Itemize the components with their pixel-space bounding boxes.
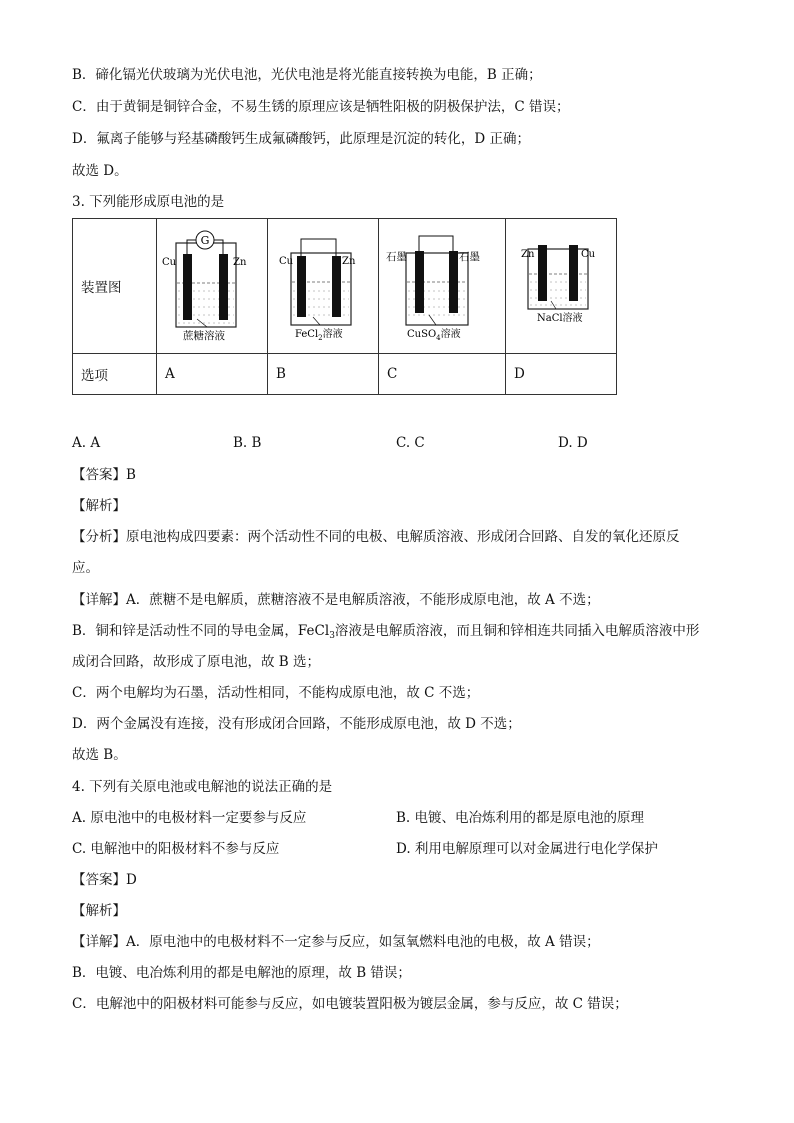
option-cell: B [268, 354, 379, 395]
diagram-d [506, 219, 617, 354]
svg-text:Zn: Zn [521, 249, 535, 260]
galvanometer-label: G [200, 234, 210, 247]
option-cell: D [506, 354, 617, 395]
row-label-option: 选项 [73, 354, 157, 395]
svg-text:Zn: Zn [233, 257, 247, 268]
svg-text:NaCl溶液: NaCl溶液 [537, 313, 583, 324]
option-cell: A [157, 354, 268, 395]
answer-label: 【答案】D [72, 872, 137, 888]
diagram-a [157, 219, 268, 354]
analysis-text: 应。 [72, 560, 99, 576]
question-3-stem: 3. 下列能形成原电池的是 [72, 194, 225, 210]
explanation-line: C．由于黄铜是铜锌合金，不易生锈的原理应该是牺牲阳极的阴极保护法，C 错误； [72, 99, 570, 115]
choice-b: B. B [233, 435, 262, 451]
detail-text: 成闭合回路，故形成了原电池，故 B 选； [72, 654, 321, 670]
detail-text: B．电镀、电冶炼利用的都是电解池的原理，故 B 错误； [72, 965, 411, 981]
q4-choice-c: C. 电解池中的阳极材料不参与反应 [72, 841, 280, 857]
explanation-line: B．碲化镉光伏玻璃为光伏电池，光伏电池是将光能直接转换为电能，B 正确； [72, 67, 542, 83]
svg-text:Cu: Cu [162, 257, 177, 268]
svg-text:石墨: 石墨 [386, 251, 407, 263]
svg-text:蔗糖溶液: 蔗糖溶液 [183, 330, 225, 342]
detail-text: C．两个电解均为石墨，活动性相同，不能构成原电池，故 C 不选； [72, 685, 480, 701]
choice-c: C. C [396, 435, 425, 451]
svg-text:石墨: 石墨 [459, 251, 480, 263]
analysis-header: 【解析】 [72, 903, 126, 919]
detail-text: 【详解】A．原电池中的电极材料不一定参与反应，如氢氧燃料电池的电极，故 A 错误； [72, 934, 600, 950]
device-table [72, 218, 617, 395]
svg-text:CuSO4溶液: CuSO$_4$溶液 [407, 329, 461, 342]
choice-a: A. A [72, 435, 101, 451]
answer-label: 【答案】B [72, 467, 136, 483]
detail-text: C．电解池中的阳极材料可能参与反应，如电镀装置阳极为镀层金属，参与反应，故 C 错误； [72, 996, 628, 1012]
q4-choice-d: D. 利用电解原理可以对金属进行电化学保护 [396, 841, 658, 857]
question-4-stem: 4. 下列有关原电池或电解池的说法正确的是 [72, 779, 333, 795]
q4-choice-a: A. 原电池中的电极材料一定要参与反应 [72, 810, 307, 826]
diagram-c [379, 219, 506, 354]
analysis-header: 【解析】 [72, 498, 126, 514]
svg-text:FeCl2溶液: FeCl$_2$溶液 [295, 329, 343, 342]
svg-text:Zn: Zn [342, 256, 356, 267]
explanation-line: D．氟离子能够与羟基磷酸钙生成氟磷酸钙，此原理是沉淀的转化，D 正确； [72, 131, 530, 147]
conclusion-line: 故选 B。 [72, 747, 127, 763]
choice-d: D. D [558, 435, 588, 451]
svg-text:Cu: Cu [581, 249, 596, 260]
option-cell: C [379, 354, 506, 395]
detail-text: B．铜和锌是活动性不同的导电金属，FeCl$_3$溶液是电解质溶液，而且铜和锌相连共同插入电解质溶液中形 [72, 623, 700, 641]
diagram-b [268, 219, 379, 354]
detail-text: D．两个金属没有连接，没有形成闭合回路，不能形成原电池，故 D 不选； [72, 716, 521, 732]
conclusion-line: 故选 D。 [72, 163, 128, 179]
row-label-diagram: 装置图 [73, 219, 157, 354]
analysis-text: 【分析】原电池构成四要素：两个活动性不同的电极、电解质溶液、形成闭合回路、自发的氧化还原反 [72, 529, 680, 545]
svg-text:Cu: Cu [279, 256, 294, 267]
detail-text: 【详解】A．蔗糖不是电解质，蔗糖溶液不是电解质溶液，不能形成原电池，故 A 不选； [72, 592, 600, 608]
q4-choice-b: B. 电镀、电冶炼利用的都是原电池的原理 [396, 810, 645, 826]
